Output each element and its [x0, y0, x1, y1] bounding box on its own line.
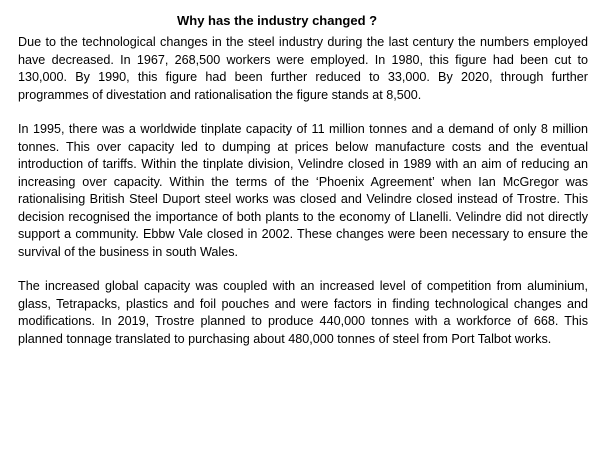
- paragraph-workforce: Due to the technological changes in the steel industry during the last century the numbers employed have decreased. In 1967, 268,500 workers were employed. In 1980, this figure had been cut to 130,000. By 1990, this figure had been further reduced to 33,000. By 2020, through further programmes of divestation and rationalisation the figure stands at 8,500.: [18, 35, 588, 102]
- paragraph-tinplate-capacity: In 1995, there was a worldwide tinplate capacity of 11 million tonnes and a demand of only 8 million tonnes. This over capacity led to dumping at prices below manufacture costs and the eventual introduction of tariffs. Within the tinplate division, Velindre closed in 1989 with an aim of reducing an increasing over capacity. Within the terms of the ‘Phoenix Agreement’ when Ian McGregor was rationalising British Steel Duport steel works was closed and Velindre closed instead of Trostre. This decision recognised the importance of both plants to the economy of Llanelli. Velindre did not directly support a community. Ebbw Vale closed in 2002. These changes were been necessary to ensure the survival of the business in south Wales.: [18, 122, 588, 259]
- document-page: [18, 12, 588, 365]
- paragraph-competition: The increased global capacity was coupled with an increased level of competition from aluminium, glass, Tetrapacks, plastics and foil pouches and were factors in finding technological changes and modifications. In 2019, Trostre planned to produce 440,000 tonnes with a workforce of 668. This planned tonnage translated to purchasing about 480,000 tonnes of steel from Port Talbot works.: [18, 279, 588, 346]
- page-title: Why has the industry changed ?: [177, 13, 378, 28]
